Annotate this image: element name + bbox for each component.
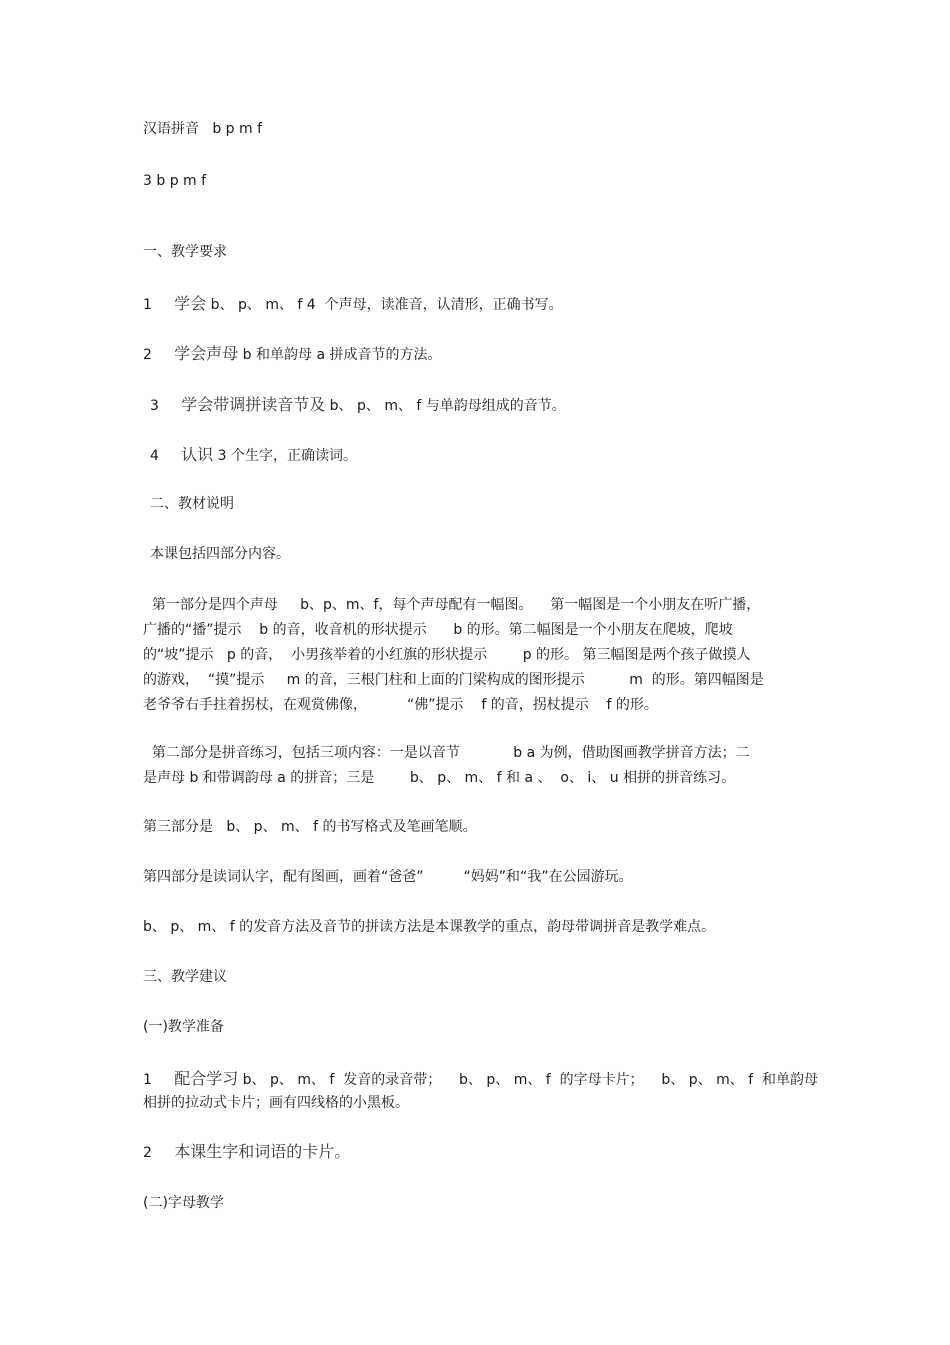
requirement-4: 4 认识 3 个生字，正确读词。	[150, 445, 358, 464]
subheading-preparation: (一)教学准备	[143, 1019, 224, 1035]
subheading-letter-teaching: (二)字母教学	[143, 1195, 224, 1211]
doc-subtitle: 3 b p m f	[143, 173, 207, 189]
doc-title: 汉语拼音 b p m f	[143, 121, 263, 137]
paragraph-part-2: 第二部分是拼音练习，包括三项内容：一是以音节 b a 为例，借助图画教学拼音方法；二 是声母 b 和带调韵母 a 的拼音；三是 b、 p、 m、 f 和 a 、 o、 i、 u 相拼的拼音练习。	[143, 745, 750, 786]
preparation-item-1: 1 配合学习 b、 p、 m、 f 发音的录音带； b、 p、 m、 f 的字母卡片； b、 p、 m、 f 和单韵母 相拼的拉动式卡片；画有四线格的小黑板。	[143, 1069, 819, 1111]
paragraph-key-points: b、 p、 m、 f 的发音方法及音节的拼读方法是本课教学的重点，韵母带调拼音是教学难点。	[143, 919, 716, 935]
preparation-item-2: 2 本课生字和词语的卡片。	[143, 1142, 351, 1161]
section-heading-1: 一、教学要求	[143, 244, 227, 260]
section-heading-3: 三、教学建议	[143, 969, 227, 985]
requirement-3: 3 学会带调拼读音节及 b、 p、 m、 f 与单韵母组成的音节。	[150, 395, 566, 414]
requirement-2: 2 学会声母 b 和单韵母 a 拼成音节的方法。	[143, 344, 442, 363]
paragraph-part-4: 第四部分是读词认字，配有图画，画着“爸爸” “妈妈”和“我”在公园游玩。	[143, 869, 633, 885]
paragraph-part-3: 第三部分是 b、 p、 m、 f 的书写格式及笔画笔顺。	[143, 819, 477, 835]
requirement-1: 1 学会 b、 p、 m、 f 4 个声母，读准音，认清形，正确书写。	[143, 294, 563, 313]
paragraph-part-1: 第一部分是四个声母 b、p、m、f，每个声母配有一幅图。 第一幅图是一个小朋友在听广播， 广播的“播”提示 b 的音，收音机的形状提示 b 的形。第二幅图是一个小朋友在爬坡，爬坡 的“坡”提示 p 的音， 小男孩举着的小红旗的形状提示 p 的形。 第三幅图是两个孩子做摸人 的游戏， “摸”提示 m 的音，三根门柱和上面的门梁构成的图形提示 m 的形。第四幅图是 老爷爷右手拄着拐杖，在观赏佛像， “佛”提示 f 的音，拐杖提示 f 的形。	[143, 597, 764, 713]
intro-paragraph: 本课包括四部分内容。	[150, 546, 290, 562]
section-heading-2: 二、教材说明	[150, 496, 234, 512]
